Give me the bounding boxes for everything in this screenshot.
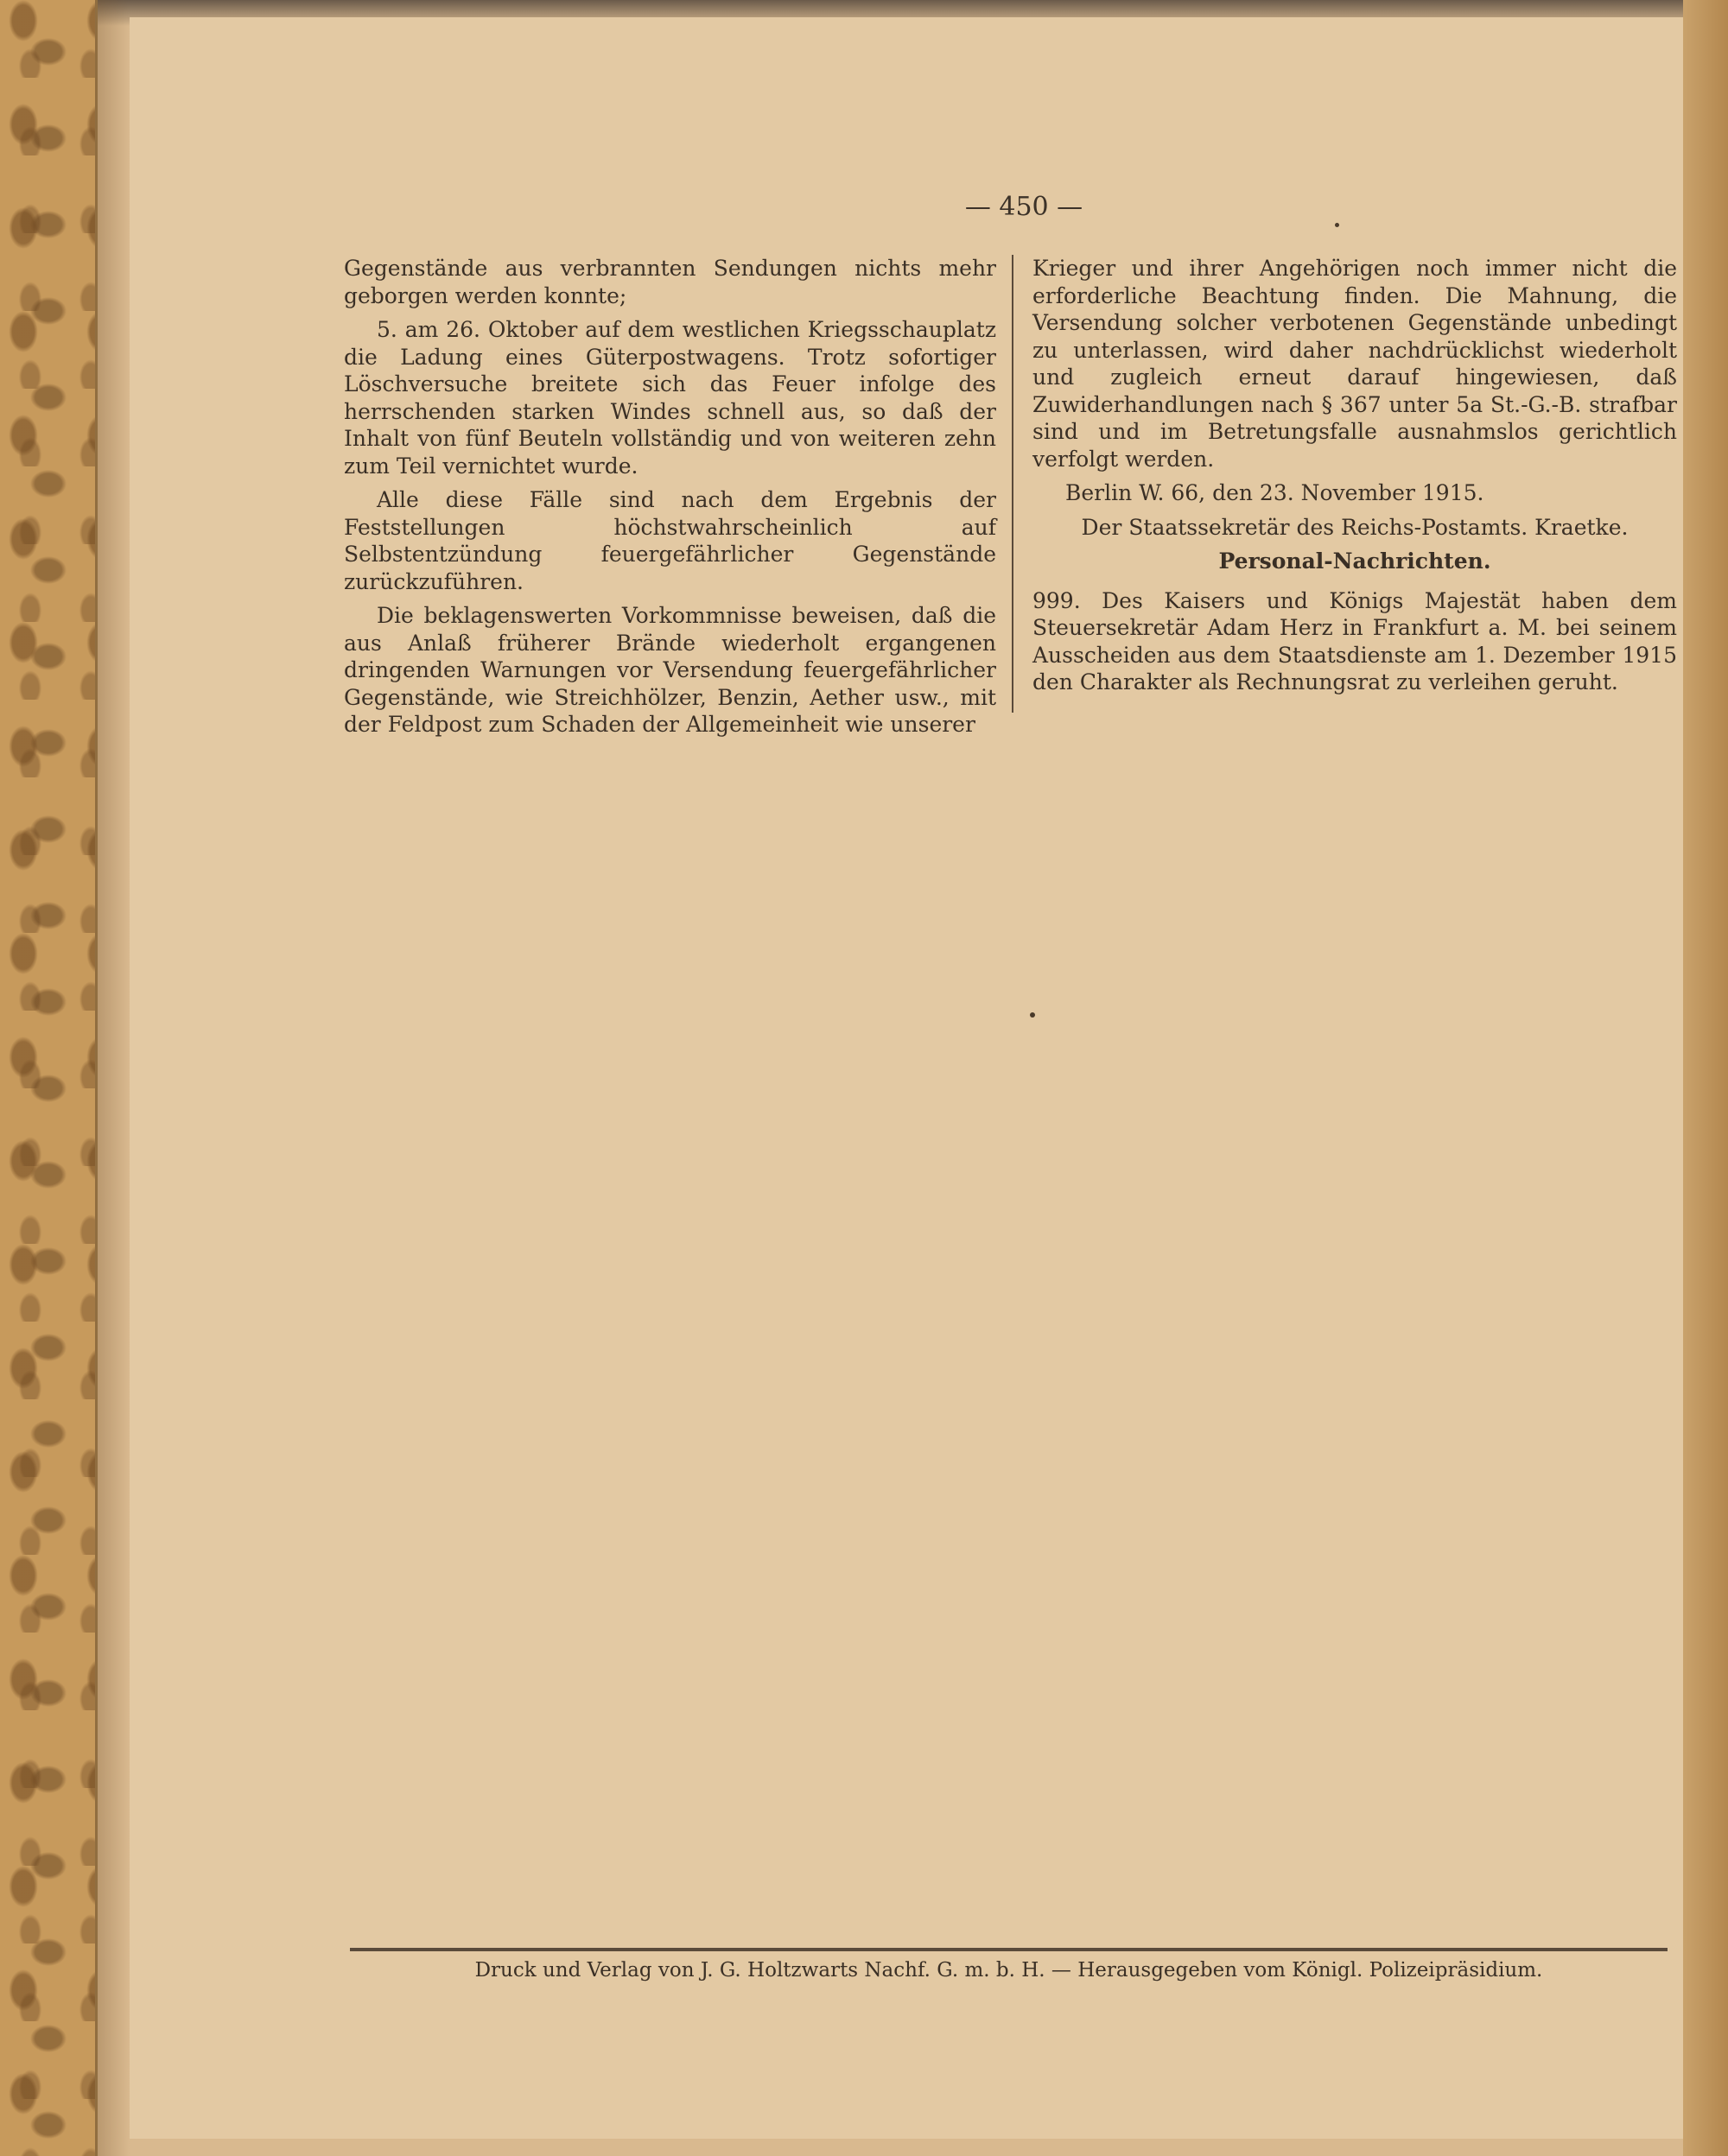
- footer-imprint: Druck und Verlag von J. G. Holtzwarts Nachf. G. m. b. H. — Herausgegeben vom Königl. Polizeipräsidium.: [474, 1959, 1543, 1982]
- paragraph: Krieger und ihrer Angehörigen noch immer nicht die erforderliche Beachtung finden. Die Mahnung, die Versendung solcher verbotenen Gegenstände unbedingt zu unterlassen, wird daher nachdrücklichst wiederholt und zugleich erneut darauf hingewiesen, daß Zuwiderhandlungen nach § 367 unter 5a St.-G.-B. strafbar sind und im Betretungsfalle ausnahmslos gerichtlich verfolgt werden.: [1032, 256, 1677, 472]
- page-number: — 450 —: [964, 192, 1083, 222]
- right-column: [1032, 255, 1677, 703]
- signature: Der Staatssekretär des Reichs-Postamts. Kraetke.: [1081, 514, 1629, 540]
- paragraph: 5. am 26. Oktober auf dem westlichen Kriegsschauplatz die Ladung eines Güterpostwagens. Trotz sofortiger Löschversuche breitete sich das Feuer infolge des herrschenden starken Windes schnell aus, so daß der Inhalt von fünf Beuteln vollständig und von weiteren zehn zum Teil vernichtet wurde.: [344, 317, 996, 479]
- marbled-book-edge: [0, 0, 98, 2156]
- dateline: Berlin W. 66, den 23. November 1915.: [1065, 480, 1484, 505]
- column-divider: [1012, 255, 1013, 713]
- page-edge-right: [1683, 0, 1728, 2156]
- paragraph: Gegenstände aus verbrannten Sendungen nichts mehr geborgen werden konnte;: [344, 256, 996, 308]
- footer-rule: [350, 1948, 1668, 1951]
- ink-speck: [1335, 223, 1339, 227]
- ink-speck: [1030, 1012, 1035, 1018]
- paragraph: Die beklagenswerten Vorkommnisse beweisen, daß die aus Anlaß früherer Brände wiederholt ergangenen dringenden Warnungen vor Versendung feuergefährlicher Gegenstände, wie Streichhölzer, Benzin, Aether usw., mit der Feldpost zum Schaden der Allgemeinheit wie unserer: [344, 603, 996, 737]
- gutter-shadow: [95, 0, 130, 2156]
- left-column: [344, 255, 996, 745]
- personnel-notice: 999. Des Kaisers und Königs Majestät haben dem Steuersekretär Adam Herz in Frankfurt a. M. bei seinem Ausscheiden aus dem Staatsdienste am 1. Dezember 1915 den Charakter als Rechnungsrat zu verleihen geruht.: [1032, 587, 1677, 694]
- paragraph: Alle diese Fälle sind nach dem Ergebnis der Feststellungen höchstwahrscheinlich auf Selbstentzündung feuergefährlicher Gegenstände zurückzuführen.: [344, 487, 996, 594]
- section-heading: Personal-Nachrichten.: [1218, 549, 1491, 574]
